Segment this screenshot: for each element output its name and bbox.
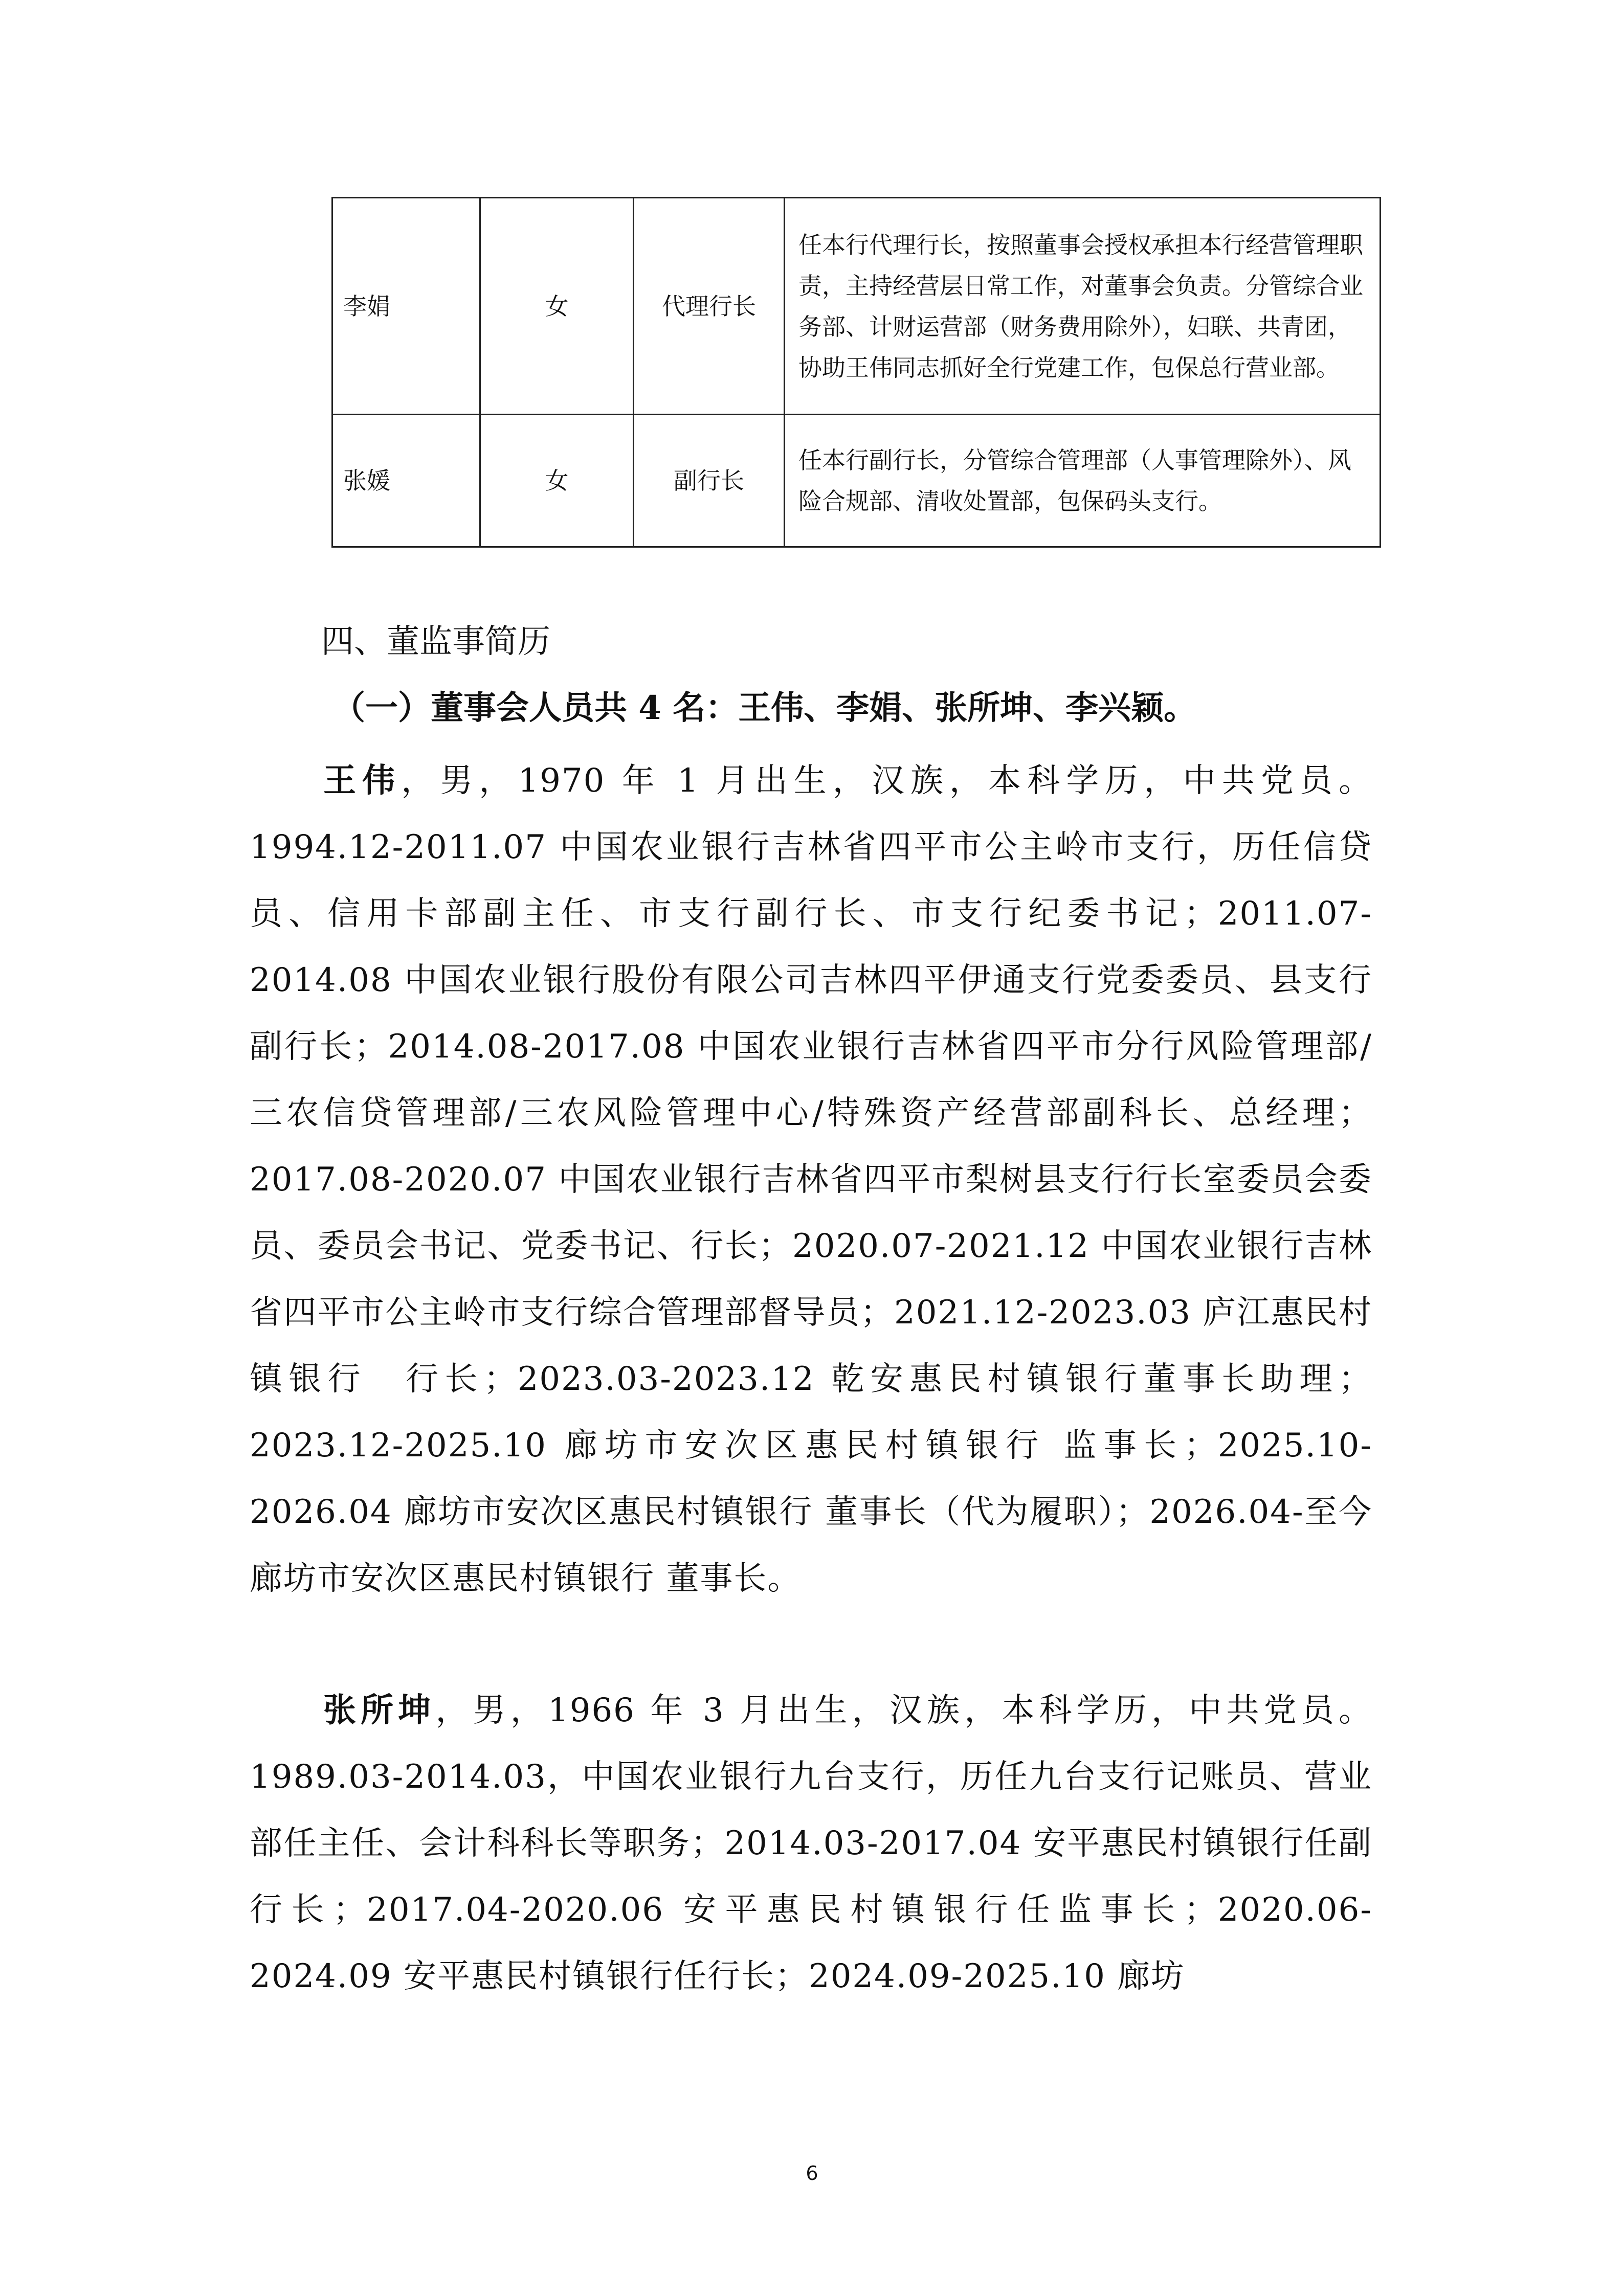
executive-position-cell: 代理行长 bbox=[634, 198, 785, 415]
executive-gender-cell: 女 bbox=[480, 415, 634, 547]
bio-text: ，男，1970 年 1 月出生，汉族，本科学历，中共党员。1994.12-2011.07 中国农业银行吉林省四平市公主岭市支行，历任信贷员、信用卡部副主任、市支行副行长、市支行纪委书记；2011.07-2014.08 中国农业银行股份有限公司吉林四平伊通支行党委委员、县支行副行长；2014.08-2017.08 中国农业银行吉林省四平市分行风险管理部/三农信贷管理部/三农风险管理中心/特殊资产经营部副科长、总经理；2017.08-2020.07 中国农业银行吉林省四平市梨树县支行行长室委员会委员、委员会书记、党委书记、行长；2020.07-2021.12 中国农业银行吉林省四平市公主岭市支行综合管理部督导员；2021.12-2023.03 庐江惠民村镇银行 行长；2023.03-2023.12 乾安惠民村镇银行董事长助理；2023.12-2025.10 廊坊市安次区惠民村镇银行 监事长；2025.10-2026.04 廊坊市安次区惠民村镇银行 董事长（代为履职）；2026.04-至今廊坊市安次区惠民村镇银行 董事长。 bbox=[250, 762, 1373, 1597]
executive-name-cell: 张媛 bbox=[332, 415, 480, 547]
executive-duties-cell: 任本行代理行长，按照董事会授权承担本行经营管理职责，主持经营层日常工作，对董事会负责。分管综合业务部、计财运营部（财务费用除外），妇联、共青团，协助王伟同志抓好全行党建工作，包保总行营业部。 bbox=[785, 198, 1381, 415]
page-number: 6 bbox=[806, 2162, 818, 2185]
bio-person-name: 张所坤 bbox=[323, 1691, 436, 1729]
table-row bbox=[332, 415, 1381, 547]
bio-person-name: 王伟 bbox=[323, 761, 402, 800]
section-heading: 四、董监事简历 bbox=[321, 623, 550, 661]
table-row bbox=[332, 198, 1381, 415]
executive-duties-cell: 任本行副行长，分管综合管理部（人事管理除外）、风险合规部、清收处置部，包保码头支行。 bbox=[785, 415, 1381, 547]
bio-paragraph-wang-wei bbox=[250, 748, 1372, 1612]
executive-gender-cell: 女 bbox=[480, 198, 634, 415]
executive-duties-table bbox=[331, 197, 1381, 548]
board-members-subheading: （一）董事会人员共 4 名：王伟、李娟、张所坤、李兴颖。 bbox=[332, 689, 1197, 727]
bio-paragraph-zhang-suokun bbox=[250, 1677, 1372, 2010]
executive-position-cell: 副行长 bbox=[634, 415, 785, 547]
bio-text: ，男，1966 年 3 月出生，汉族，本科学历，中共党员。1989.03-2014.03，中国农业银行九台支行，历任九台支行记账员、营业部任主任、会计科科长等职务；2014.03-2017.04 安平惠民村镇银行任副行长；2017.04-2020.06 安平惠民村镇银行任监事长；2020.06-2024.09 安平惠民村镇银行任行长；2024.09-2025.10 廊坊 bbox=[250, 1692, 1373, 1995]
executive-name-cell: 李娟 bbox=[332, 198, 480, 415]
